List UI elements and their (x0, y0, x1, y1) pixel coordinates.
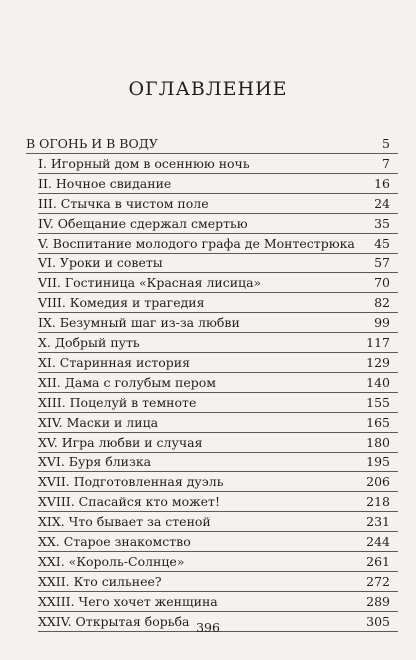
toc-entry-page: 272 (366, 573, 390, 589)
toc-entry-page: 305 (366, 613, 390, 629)
toc-entry-underline (38, 193, 398, 194)
toc-entry-underline (38, 471, 398, 472)
toc-entry (0, 573, 416, 595)
toc-entry (0, 414, 416, 436)
toc-entry-page: 5 (382, 136, 390, 151)
toc-entry (0, 394, 416, 416)
toc-entry (0, 473, 416, 495)
toc-entry-page: 195 (366, 454, 390, 470)
toc-entry-page: 117 (366, 335, 390, 350)
toc-entry-page: 140 (366, 374, 390, 390)
toc-entry (0, 254, 416, 276)
toc-entry-underline (38, 571, 398, 572)
toc-entry-page: 99 (374, 315, 390, 331)
toc-entry-page: 261 (366, 553, 390, 569)
toc-entry-title: III. Стычка в чистом поле (38, 195, 209, 211)
toc-entry-title: V. Воспитание молодого графа де Монтестрюка (38, 235, 355, 251)
toc-entry-title: XX. Старое знакомство (38, 534, 191, 549)
toc-entry-title: XII. Дама с голубым пером (38, 374, 216, 390)
toc-entry-underline (38, 272, 398, 273)
toc-entry-page: 289 (366, 593, 390, 609)
toc-entry-title: XIII. Поцелуй в темноте (38, 394, 197, 410)
toc-entry-page: 129 (366, 354, 390, 370)
toc-entry-underline (38, 452, 398, 453)
toc-entry-page: 155 (366, 394, 390, 410)
toc-entry-underline (38, 551, 398, 552)
toc-entry-underline (38, 491, 398, 492)
toc-entry-underline (38, 292, 398, 293)
toc-entry-underline (38, 332, 398, 333)
toc-entry-underline (38, 253, 398, 254)
toc-entry-underline (38, 392, 398, 393)
toc-entry (0, 215, 416, 237)
toc-entry-title: XV. Игра любви и случая (38, 434, 203, 450)
toc-entry-title: VII. Гостиница «Красная лисица» (38, 275, 262, 291)
toc-entry-underline (38, 233, 398, 234)
toc-entry-title: XIV. Маски и лица (38, 414, 159, 430)
toc-entry-page: 206 (366, 474, 390, 490)
toc-entry-page: 218 (366, 494, 390, 510)
toc-entry-page: 16 (374, 175, 390, 191)
toc-entry-title: II. Ночное свидание (38, 175, 172, 191)
toc-entry-underline (38, 352, 398, 353)
toc-entry (0, 274, 416, 296)
toc-entry (0, 434, 416, 456)
toc-entry (0, 294, 416, 316)
toc-entry-page: 70 (374, 275, 390, 291)
toc-entry (0, 513, 416, 535)
toc-entry (0, 493, 416, 515)
toc-entry-underline (38, 372, 398, 373)
toc-entry-page: 231 (366, 514, 390, 530)
toc-entry-page: 24 (374, 195, 390, 211)
toc-entry-title: XIX. Что бывает за стеной (38, 514, 211, 530)
toc-entry-title: XXI. «Король-Солнце» (38, 553, 185, 569)
toc-entry-title: X. Добрый путь (38, 335, 140, 350)
toc-entry (0, 374, 416, 396)
toc-entry (0, 195, 416, 217)
toc-entry-underline (38, 511, 398, 512)
toc-entry (0, 175, 416, 197)
toc-entry-page: 57 (374, 255, 390, 271)
page-number: 396 (196, 620, 220, 635)
toc-entry-title: VI. Уроки и советы (38, 255, 163, 271)
toc-entry-page: 35 (374, 215, 390, 231)
toc-entry (0, 155, 416, 177)
toc-entry-underline (26, 153, 398, 154)
toc-entry-underline (38, 611, 398, 612)
toc-entry-page: 180 (366, 434, 390, 450)
toc-entry (0, 135, 416, 157)
toc-entry (0, 593, 416, 615)
toc-entry-underline (38, 312, 398, 313)
toc-entry-page: 244 (366, 534, 390, 549)
toc-entry-title: XVII. Подготовленная дуэль (38, 474, 224, 490)
toc-entry-title: XI. Старинная история (38, 354, 191, 370)
toc-entry-title: XVIII. Спасайся кто может! (38, 494, 220, 510)
toc-entry (0, 553, 416, 575)
toc-entry-title: XXIV. Открытая борьба (38, 613, 190, 629)
toc-entry-underline (38, 412, 398, 413)
toc-entry-title: XXIII. Чего хочет женщина (38, 593, 218, 609)
toc-entry-title: IX. Безумный шаг из-за любви (38, 315, 240, 331)
toc-entry-underline (38, 591, 398, 592)
toc-entry (0, 235, 416, 257)
page-title: ОГЛАВЛЕНИЕ (128, 78, 288, 100)
toc-entry-title: I. Игорный дом в осеннюю ночь (38, 155, 250, 171)
toc-entry (0, 453, 416, 475)
toc-entry (0, 334, 416, 356)
toc-entry-title: XXII. Кто сильнее? (38, 573, 162, 589)
toc-entry-underline (38, 173, 398, 174)
toc-entry-page: 7 (382, 155, 390, 171)
toc-entry-underline (38, 213, 398, 214)
toc-entry-underline (38, 432, 398, 433)
toc-entry-title: XVI. Буря близка (38, 454, 152, 470)
toc-entry-title: VIII. Комедия и трагедия (38, 295, 205, 311)
toc-entry-page: 82 (374, 295, 390, 311)
toc-entry-title: IV. Обещание сдержал смертью (38, 215, 248, 231)
toc-entry-title: В ОГОНЬ И В ВОДУ (26, 136, 158, 151)
toc-entry (0, 533, 416, 555)
toc-entry-page: 45 (374, 235, 390, 251)
toc-entry-page: 165 (366, 414, 390, 430)
toc-entry (0, 354, 416, 376)
toc-entry (0, 314, 416, 336)
toc-entry-underline (38, 531, 398, 532)
